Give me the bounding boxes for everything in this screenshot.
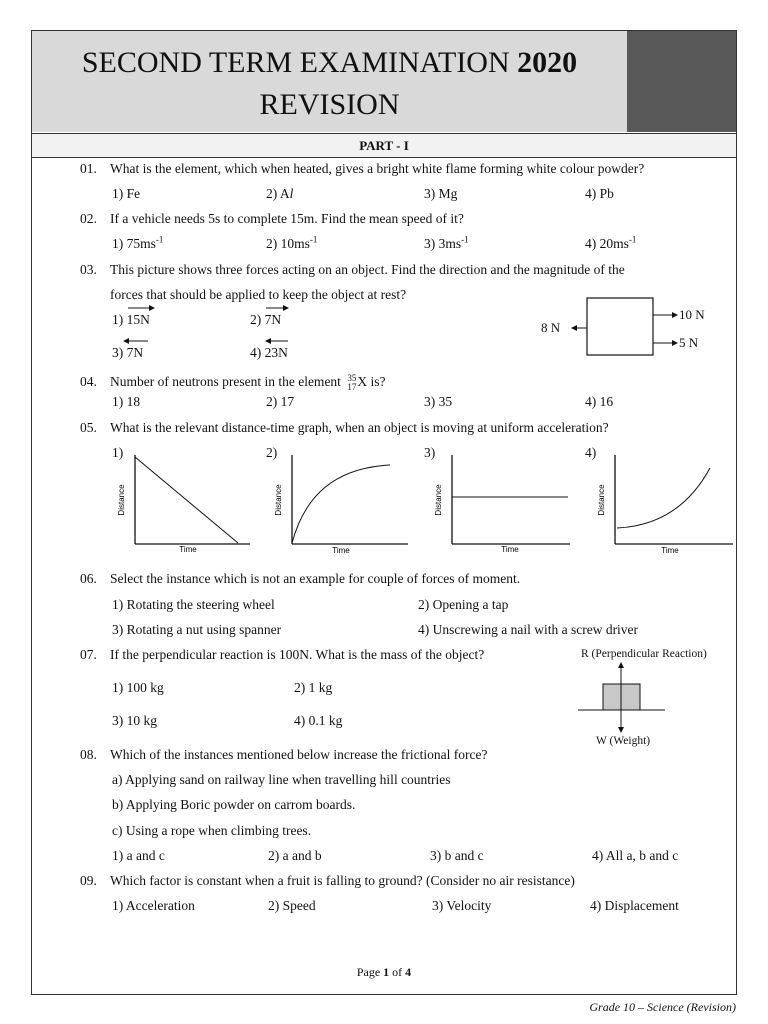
q5-graph-4-ylabel: Distance: [597, 484, 606, 516]
q9-option-3: 3) Velocity: [432, 898, 492, 913]
q4-number: 04.: [80, 374, 97, 389]
q8-option-2: 2) a and b: [268, 848, 322, 863]
q6-option-2: 2) Opening a tap: [418, 597, 509, 612]
q9-option-4: 4) Displacement: [590, 898, 679, 913]
q6-option-1: 1) Rotating the steering wheel: [112, 597, 275, 612]
q8-option-1: 1) a and c: [112, 848, 165, 863]
q8-option-4: 4) All a, b and c: [592, 848, 679, 863]
q7-text: If the perpendicular reaction is 100N. What is the mass of the object?: [110, 647, 485, 662]
q3-option-3: 3) 7N: [112, 345, 144, 360]
part-heading: PART - I: [32, 133, 736, 158]
q3-force-left-label: 8 N: [541, 320, 561, 335]
q2-text: If a vehicle needs 5s to complete 15m. Find the mean speed of it?: [110, 211, 464, 226]
q1-text: What is the element, which when heated, gives a bright white flame forming white colour powder?: [110, 161, 645, 176]
q8-item-b: b) Applying Boric powder on carrom boards.: [112, 797, 356, 812]
q5-graph-2-ylabel: Distance: [274, 484, 283, 516]
q8-text: Which of the instances mentioned below increase the frictional force?: [110, 747, 488, 762]
q5-graph-label-3: 3): [424, 445, 436, 460]
q5-graph-1-xlabel: Time: [179, 545, 197, 554]
q7-option-2: 2) 1 kg: [294, 680, 333, 695]
q4-option-3: 3) 35: [424, 394, 453, 409]
q5-graph-label-1: 1): [112, 445, 124, 460]
q5-number: 05.: [80, 420, 97, 435]
q6-option-4: 4) Unscrewing a nail with a screw driver: [418, 622, 639, 637]
q2-option-4: 4) $20ms^{-1}$: [585, 234, 637, 251]
q6-option-3: 3) Rotating a nut using spanner: [112, 622, 282, 637]
q7-option-4: 4) 0.1 kg: [294, 713, 343, 728]
grade-footer: Grade 10 – Science (Revision): [589, 1000, 736, 1014]
q1-option-3: 3) Mg: [424, 186, 458, 201]
q5-graph-1-ylabel: Distance: [117, 484, 126, 516]
page-number: Page 1 of 4: [356, 965, 412, 979]
q7-number: 07.: [80, 647, 97, 662]
q2-option-1: 1) $75ms^{-1}$: [112, 234, 164, 251]
q8-item-a: a) Applying sand on railway line when travelling hill countries: [112, 772, 451, 787]
q9-number: 09.: [80, 873, 97, 888]
q5-graph-3-ylabel: Distance: [434, 484, 443, 516]
q6-text: Select the instance which is not an example for couple of forces of moment.: [110, 571, 521, 586]
q7-reaction-label: R (Perpendicular Reaction): [581, 648, 707, 660]
q3-force-right-bottom-label: 5 N: [679, 335, 699, 350]
q8-option-3: 3) b and c: [430, 848, 484, 863]
q3-text-line2: forces that should be applied to keep the object at rest?: [110, 287, 407, 302]
q7-weight-label: W (Weight): [596, 735, 651, 747]
q4-option-1: 1) 18: [112, 394, 141, 409]
q1-option-2: 2) Al: [266, 186, 294, 201]
q6-number: 06.: [80, 571, 97, 586]
q8-number: 08.: [80, 747, 97, 762]
q3-force-right-top-label: 10 N: [679, 307, 705, 322]
q3-text-line1: This picture shows three forces acting on an object. Find the direction and the magnitude of the: [110, 262, 625, 277]
q3-number: 03.: [80, 262, 97, 277]
q8-item-c: c) Using a rope when climbing trees.: [112, 823, 312, 838]
q4-option-4: 4) 16: [585, 394, 614, 409]
q5-graph-4-xlabel: Time: [661, 546, 679, 555]
q5-graph-3-xlabel: Time: [501, 545, 519, 554]
q1-option-4: 4) Pb: [585, 186, 614, 201]
q7-option-1: 1) 100 kg: [112, 680, 164, 695]
q3-option-1: 1) 15N: [112, 312, 150, 327]
q3-option-4: 4) 23N: [250, 345, 288, 360]
q5-graph-label-2: 2): [266, 445, 278, 460]
q4-nuclide-numbers: 35 17: [347, 373, 357, 392]
q4-text: Number of neutrons present in the element 35 17X is?: [110, 373, 386, 392]
q2-option-2: 2) $10ms^{-1}$: [266, 234, 318, 251]
q7-option-3: 3) 10 kg: [112, 713, 157, 728]
q4-option-2: 2) 17: [266, 394, 295, 409]
q9-option-2: 2) Speed: [268, 898, 316, 913]
q9-text: Which factor is constant when a fruit is falling to ground? (Consider no air resistance): [110, 873, 575, 888]
q2-number: 02.: [80, 211, 97, 226]
q1-number: 01.: [80, 161, 97, 176]
q1-option-1: 1) Fe: [112, 186, 141, 201]
exam-title: SECOND TERM EXAMINATION 2020 REVISION: [81, 46, 578, 121]
q9-option-1: 1) Acceleration: [112, 898, 195, 913]
q5-graph-label-4: 4): [585, 445, 597, 460]
q5-text: What is the relevant distance-time graph, when an object is moving at uniform acceleration?: [110, 420, 609, 435]
q2-option-3: 3) $3ms^{-1}$: [424, 234, 469, 251]
q5-graph-2-xlabel: Time: [332, 546, 350, 555]
q3-option-2: 2) 7N: [250, 312, 282, 327]
